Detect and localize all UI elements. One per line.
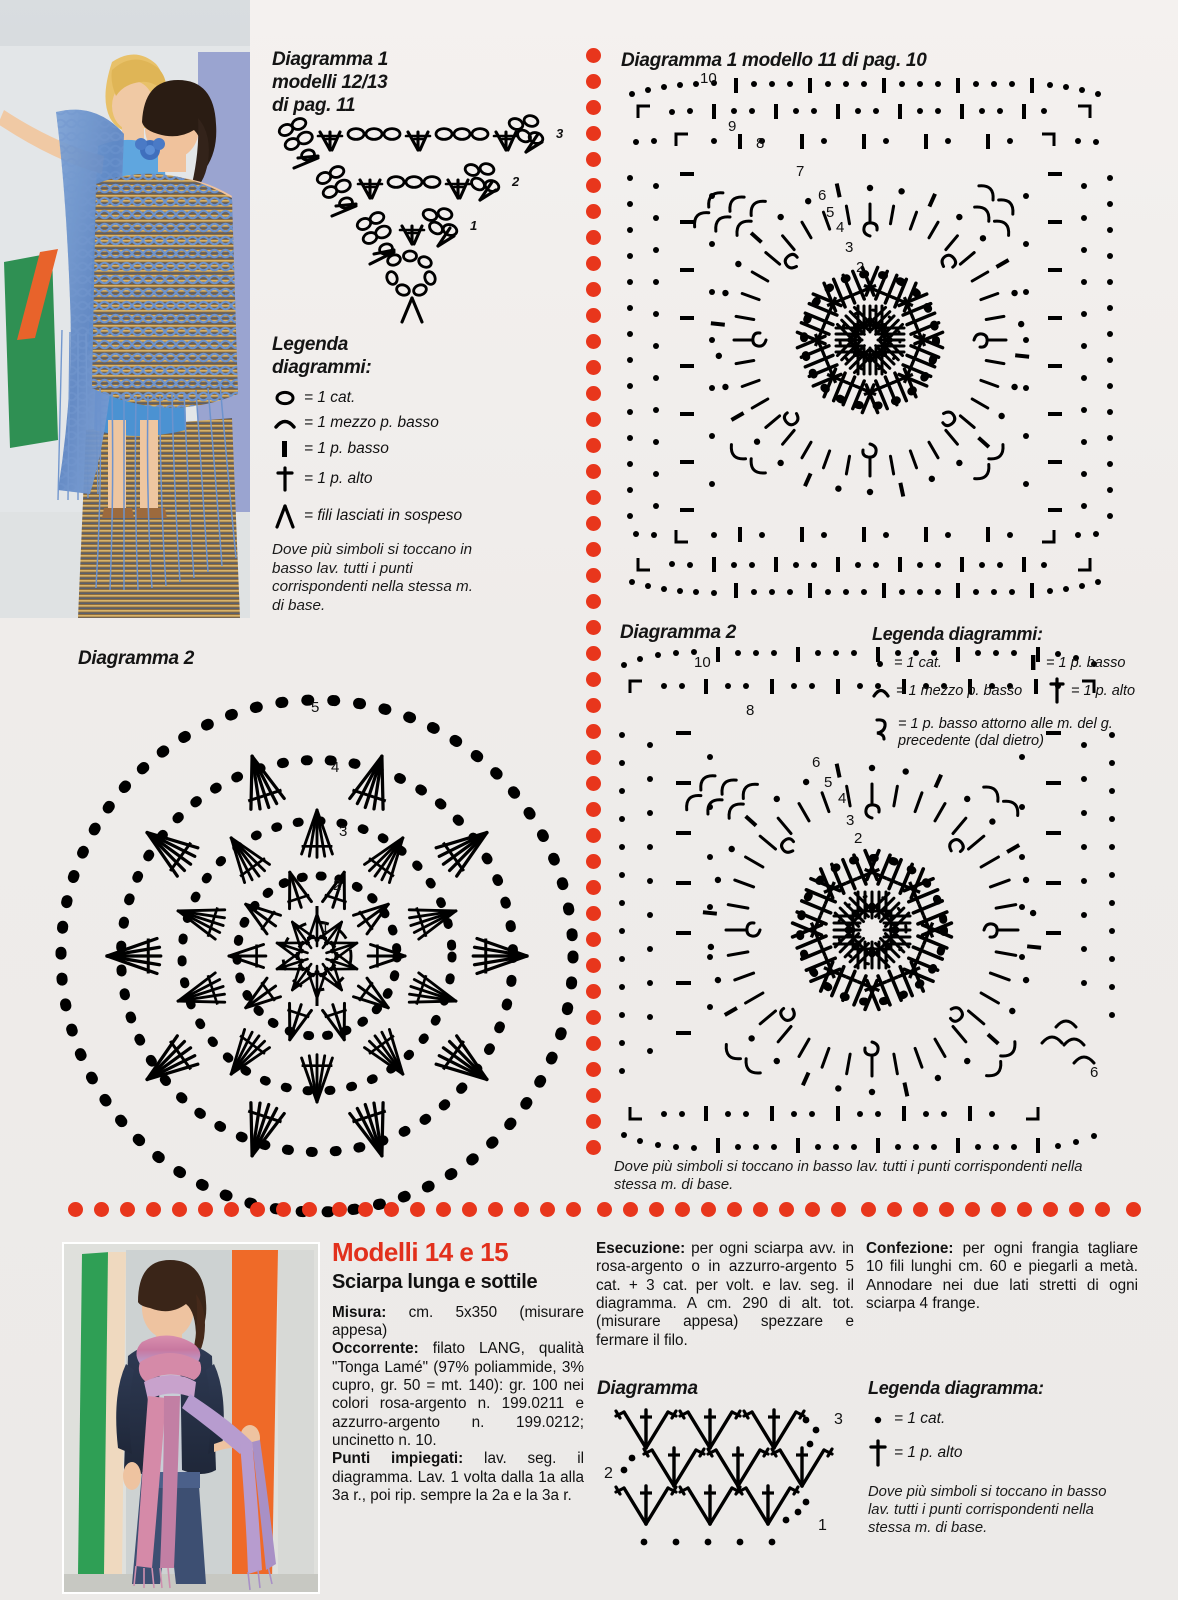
esecuzione-label: Esecuzione: <box>596 1240 686 1257</box>
confezione-text: per ogni frangia tagliare 10 fili lunghi cm. 60 e piegarli a metà. Annodare nei due lati stretti di ogni sciarpa 4 frange. <box>866 1240 1138 1313</box>
misura-label: Misura: <box>332 1303 387 1321</box>
occorrente-text: filato LANG, qualità "Tonga Lamé" (97% poliammide, 3% cupro, gr. 50 = mt. 140): gr. 100 nei colori rosa-argento n. 199.0211 e azzurro-argento n. 199.0212; uncinetto n. 10. <box>332 1340 584 1449</box>
confezione-block <box>866 1240 1138 1313</box>
hook-back-icon <box>872 716 892 740</box>
arc-icon <box>272 416 298 430</box>
svg-text:7: 7 <box>796 163 805 180</box>
svg-text:2: 2 <box>512 174 520 189</box>
divider-dots-vertical <box>586 48 602 1166</box>
legend-item-label: = 1 p. basso attorno alle m. del g. precedente (dal dietro) <box>898 716 1113 750</box>
svg-text:6: 6 <box>812 754 821 771</box>
legend-item-punto-basso <box>1026 654 1125 672</box>
confezione-label: Confezione: <box>866 1240 954 1257</box>
esecuzione-block <box>596 1240 854 1350</box>
punti-impiegati-text: lav. seg. il diagramma. Lav. 1 volta dalla 1a alla 3a r., poi rip. sempre la 2a e la 3a r. <box>332 1450 584 1505</box>
svg-text:5: 5 <box>826 204 835 221</box>
legend-item-label: = 1 mezzo p. basso <box>896 683 1023 699</box>
left-diagram2-title: Diagramma 2 <box>78 648 195 669</box>
left-diagram1-title-line1: Diagramma 1 <box>272 49 389 70</box>
legend-item-label: = 1 cat. <box>304 389 356 407</box>
legend-item-label: = 1 p. alto <box>894 1444 963 1461</box>
right-legend-title: Legenda diagrammi: <box>872 624 1043 644</box>
legend-item-catena <box>868 1410 1133 1428</box>
svg-text:9: 9 <box>728 118 737 135</box>
left-diagram2-chart <box>62 636 582 1176</box>
legend-item-fili-sospeso <box>272 503 552 529</box>
vertical-bar-icon <box>1026 654 1040 672</box>
right-legend <box>872 624 1142 758</box>
bottom-diagram-chart <box>596 1398 856 1558</box>
vertical-bar-icon <box>272 439 298 459</box>
legend-item-label: = 1 cat. <box>894 655 942 671</box>
bottom-legend-note: Dove più simboli si toccano in basso lav. tutti i punti corrispondenti nella stessa m. di base. <box>868 1484 1107 1537</box>
arc-icon <box>872 685 890 698</box>
svg-text:6: 6 <box>1090 1064 1099 1081</box>
right-diagram1-title: Diagramma 1 modello 11 di pag. 10 <box>621 50 927 71</box>
model-subtitle: Sciarpa lunga e sottile <box>332 1270 538 1293</box>
svg-text:1: 1 <box>470 218 478 233</box>
left-legend-title-line1: Legenda <box>272 334 349 355</box>
legend-item-punto-alto <box>272 465 552 493</box>
photo-models-shawls <box>0 0 250 618</box>
occorrente-label: Occorrente: <box>332 1340 419 1358</box>
legend-item-punto-alto <box>868 1439 1133 1467</box>
bottom-legend <box>868 1378 1133 1537</box>
svg-text:3: 3 <box>846 812 855 829</box>
legend-item-mezzo-punto-basso <box>272 414 552 432</box>
svg-text:3: 3 <box>556 126 564 141</box>
svg-text:2: 2 <box>854 830 863 847</box>
legend-item-catena <box>272 389 552 407</box>
svg-text:8: 8 <box>746 702 755 719</box>
svg-text:10: 10 <box>700 70 717 87</box>
inverted-v-icon <box>272 503 298 529</box>
svg-text:4: 4 <box>836 219 845 236</box>
left-legend-title-line2: diagrammi: <box>272 357 372 379</box>
svg-text:4: 4 <box>331 759 340 776</box>
model-col1 <box>332 1304 584 1506</box>
bottom-diagram-row-1: 1 <box>818 1517 827 1534</box>
right-diagram2-note: Dove più simboli si toccano in basso lav. tutti i punti corrispondenti nella stessa m. di base. <box>614 1159 1083 1194</box>
svg-text:5: 5 <box>311 699 320 716</box>
dot-icon <box>868 1413 888 1425</box>
right-diagram2-title: Diagramma 2 <box>620 622 737 643</box>
svg-text:6: 6 <box>818 187 827 204</box>
cross-stitch-icon <box>868 1439 888 1467</box>
left-legend <box>272 333 552 616</box>
photo-model-scarf <box>62 1242 320 1594</box>
legend-item-label: = 1 p. basso <box>1046 655 1126 671</box>
bottom-diagram-row-2: 2 <box>604 1465 613 1482</box>
legend-item-punto-basso-dietro <box>872 716 1142 751</box>
legend-item-punto-alto <box>1049 678 1135 704</box>
svg-text:2: 2 <box>333 877 342 894</box>
bottom-legend-title: Legenda diagramma: <box>868 1378 1044 1398</box>
legend-item-label: = 1 p. basso <box>304 440 389 458</box>
legend-item-label: = fili lasciati in sospeso <box>304 507 463 525</box>
left-diagram1-title-line2: modelli 12/13 <box>272 72 388 94</box>
divider-dots-horizontal <box>68 1202 1148 1218</box>
svg-text:1: 1 <box>321 919 330 936</box>
svg-text:8: 8 <box>756 135 765 152</box>
legend-item-label: = 1 p. alto <box>304 470 373 488</box>
right-diagram1-chart <box>618 70 1123 598</box>
model-title: Modelli 14 e 15 <box>332 1237 509 1267</box>
oval-ring-icon <box>272 390 298 406</box>
legend-item-label: = 1 mezzo p. basso <box>304 414 439 432</box>
svg-text:10: 10 <box>694 654 711 671</box>
cross-stitch-icon <box>272 465 298 493</box>
misura-text: cm. 5x350 (misurare appesa) <box>332 1303 584 1339</box>
svg-text:2: 2 <box>856 259 865 276</box>
model-block <box>332 1238 584 1505</box>
dot-icon <box>872 657 888 669</box>
legend-item-label: = 1 p. alto <box>1071 683 1136 699</box>
legend-item-catena <box>872 654 1022 672</box>
punti-impiegati-label: Punti impiegati: <box>332 1450 464 1468</box>
legend-item-label: = 1 cat. <box>894 1410 946 1427</box>
left-legend-note: Dove più simboli si toccano in basso lav. tutti i punti corrispondenti nella stessa m. di base. <box>272 541 473 614</box>
legend-item-mezzo-punto-basso <box>872 678 1047 704</box>
legend-item-punto-basso <box>272 439 552 459</box>
bottom-diagram-row-3: 3 <box>834 1411 843 1428</box>
bottom-diagram-title: Diagramma <box>597 1378 698 1399</box>
left-diagram1-title-line3: di pag. 11 <box>272 95 356 117</box>
svg-text:4: 4 <box>838 790 847 807</box>
svg-text:3: 3 <box>845 239 854 256</box>
cross-stitch-icon <box>1049 678 1065 704</box>
left-diagram1-chart <box>268 108 568 328</box>
svg-text:3: 3 <box>339 823 348 840</box>
svg-text:5: 5 <box>824 774 833 791</box>
esecuzione-text: per ogni sciarpa avv. in rosa-argento o in azzurro-argento 5 cat. + 3 cat. per volt. e lav. seg. il diagramma. A cm. 290 di alt. tot. (misurare appesa) spezzare e fermare il filo. <box>596 1240 854 1349</box>
